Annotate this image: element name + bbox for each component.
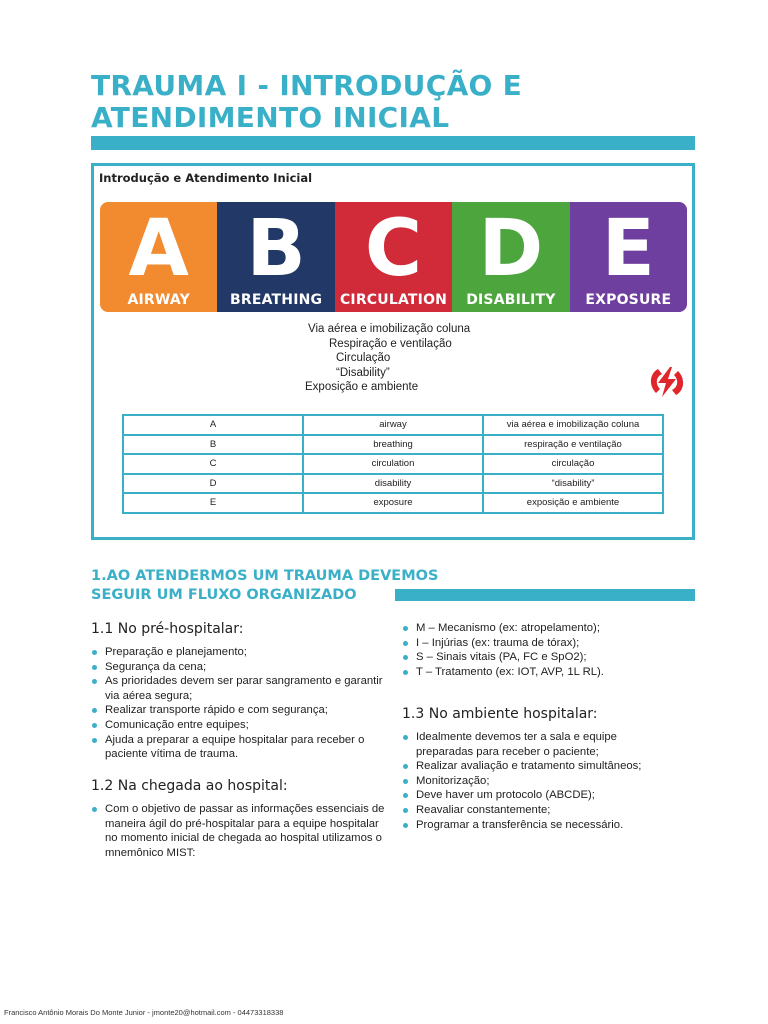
list-item: Realizar avaliação e tratamento simultâneos; [402, 759, 672, 774]
list-item: Programar a transferência se necessário. [402, 818, 672, 833]
list-item: Comunicação entre equipes; [91, 718, 391, 733]
prehospital-list [91, 645, 391, 762]
abcde-cell-b [217, 202, 334, 312]
abcde-banner [100, 202, 687, 312]
table-cell: breathing [303, 435, 483, 455]
list-item: Realizar transporte rápido e com segurança; [91, 703, 391, 718]
list-item: Ajuda a preparar a equipe hospitalar para receber o paciente vítima de trauma. [91, 733, 391, 762]
hospital-heading: 1.3 No ambiente hospitalar: [402, 706, 598, 722]
table-cell: “disability” [483, 474, 663, 494]
abcde-letter: D [478, 204, 544, 294]
list-item: Monitorização; [402, 774, 672, 789]
table-cell: B [123, 435, 303, 455]
table-cell: circulation [303, 454, 483, 474]
abcde-letter: B [246, 204, 306, 294]
table-cell: A [123, 415, 303, 435]
translation-line: Respiração e ventilação [329, 337, 452, 350]
list-item: Com o objetivo de passar as informações essenciais de maneira ágil do pré-hospitalar para a equipe hospitalar no momento inicial de chegada ao hospital utilizamos o mnemônico MIST: [91, 802, 391, 860]
table-cell: respiração e ventilação [483, 435, 663, 455]
page-title [91, 70, 651, 134]
list-item: As prioridades devem ser parar sangramento e garantir via aérea segura; [91, 674, 391, 703]
abcde-cell-e [570, 202, 687, 312]
translation-line: Via aérea e imobilização coluna [308, 323, 471, 335]
translation-line: Circulação [336, 352, 391, 365]
abcde-letter: C [364, 204, 423, 294]
list-item: Reavaliar constantemente; [402, 803, 672, 818]
arrival-heading: 1.2 Na chegada ao hospital: [91, 778, 288, 794]
abcde-cell-a [100, 202, 217, 312]
table-cell: airway [303, 415, 483, 435]
arrival-list [91, 802, 391, 860]
list-item: Segurança da cena; [91, 660, 391, 675]
section-1-title [91, 567, 438, 605]
portuguese-translation-list [250, 322, 550, 395]
table-cell: exposure [303, 493, 483, 513]
section-1-title-line-1: 1.AO ATENDERMOS UM TRAUMA DEVEMOS [91, 568, 439, 584]
table-row [123, 415, 663, 435]
title-accent-bar [91, 136, 695, 150]
table-cell: E [123, 493, 303, 513]
section-1-title-line-2: SEGUIR UM FLUXO ORGANIZADO [91, 587, 357, 603]
title-line-2: ATENDIMENTO INICIAL [91, 101, 450, 134]
list-item: Idealmente devemos ter a sala e equipe preparadas para receber o paciente; [402, 730, 672, 759]
red-lightning-logo-icon [646, 365, 688, 399]
list-item: Preparação e planejamento; [91, 645, 391, 660]
table-row [123, 493, 663, 513]
list-item: S – Sinais vitais (PA, FC e SpO2); [402, 650, 702, 665]
prehospital-heading: 1.1 No pré-hospitalar: [91, 621, 244, 637]
translation-line: Exposição e ambiente [305, 381, 419, 394]
table-cell: via aérea e imobilização coluna [483, 415, 663, 435]
abcde-letter: A [128, 204, 189, 294]
figure-caption: Introdução e Atendimento Inicial [99, 171, 313, 185]
abcde-word: BREATHING [229, 292, 323, 308]
abcde-word: AIRWAY [127, 292, 190, 308]
list-item: M – Mecanismo (ex: atropelamento); [402, 621, 702, 636]
table-cell: exposição e ambiente [483, 493, 663, 513]
table-cell: disability [303, 474, 483, 494]
table-row [123, 435, 663, 455]
table-cell: circulação [483, 454, 663, 474]
table-cell: C [123, 454, 303, 474]
hospital-list [402, 730, 672, 832]
footer-watermark: Francisco Antônio Morais Do Monte Junior - jmonte20@hotmail.com - 04473318338 [4, 1008, 284, 1017]
table-cell: D [123, 474, 303, 494]
abcde-table [122, 414, 664, 514]
abcde-word: EXPOSURE [585, 292, 672, 308]
mist-list [402, 621, 702, 679]
list-item: Deve haver um protocolo (ABCDE); [402, 788, 672, 803]
translation-line: “Disability” [336, 366, 390, 379]
table-row [123, 474, 663, 494]
abcde-cell-d [452, 202, 569, 312]
list-item: I – Injúrias (ex: trauma de tórax); [402, 636, 702, 651]
abcde-word: DISABILITY [466, 292, 556, 308]
abcde-cell-c [335, 202, 452, 312]
list-item: T – Tratamento (ex: IOT, AVP, 1L RL). [402, 665, 702, 680]
table-row [123, 454, 663, 474]
abcde-word: CIRCULATION [339, 292, 448, 308]
abcde-letter: E [601, 204, 655, 294]
section-1-accent-bar [395, 589, 695, 601]
title-line-1: TRAUMA I - INTRODUÇÃO E [91, 69, 523, 102]
